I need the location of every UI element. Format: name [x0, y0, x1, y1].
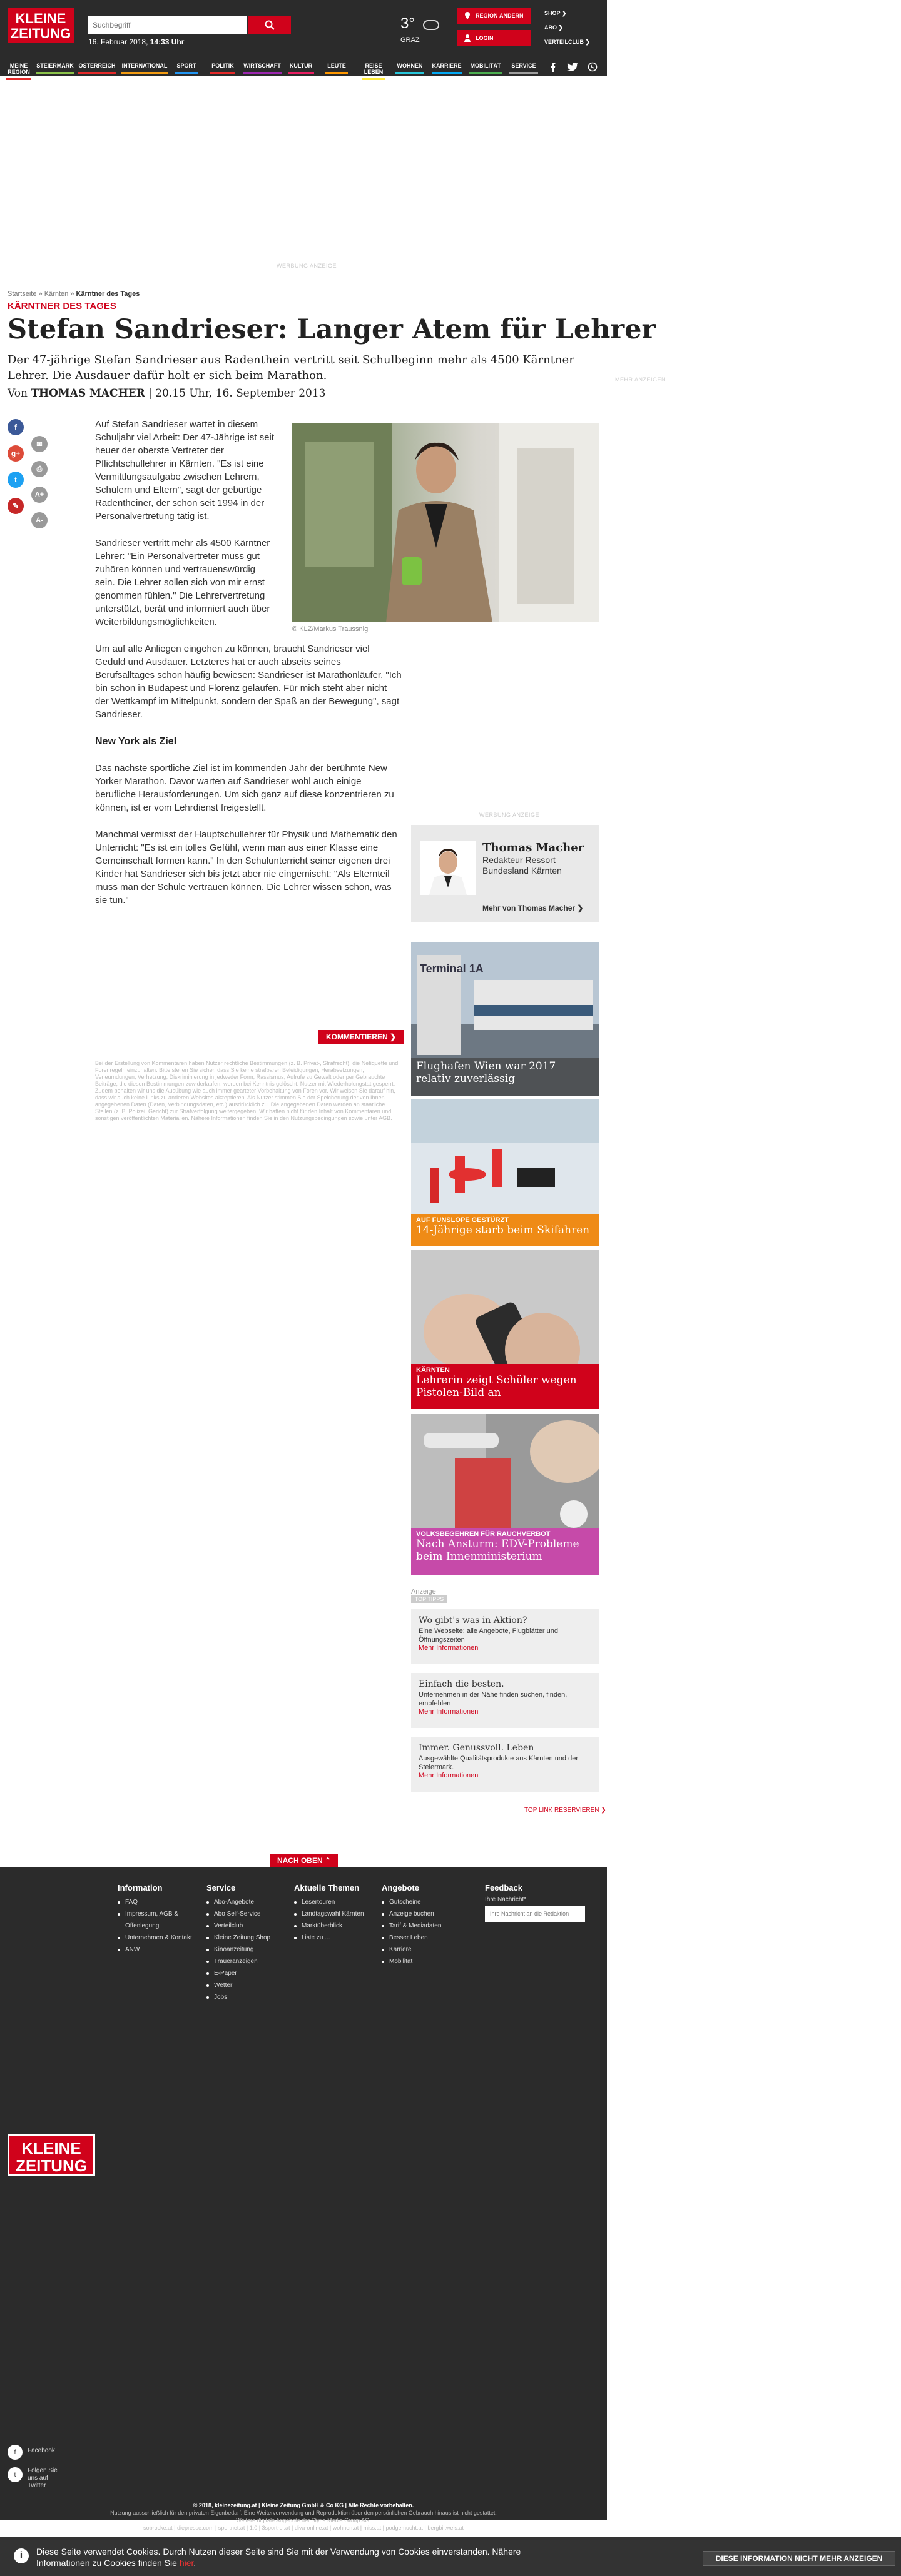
- nav-item-leute[interactable]: [325, 63, 348, 69]
- teaser-card[interactable]: [411, 1250, 599, 1409]
- footer-facebook-link[interactable]: [8, 2445, 55, 2460]
- copyright-line: Weitere digitale Angebote der Styria Media Group AG:: [236, 2517, 371, 2523]
- nav-label: WIRTSCHAFT: [243, 63, 281, 69]
- footer-link[interactable]: Wetter: [206, 1979, 270, 1991]
- footer-link[interactable]: Jobs: [206, 1991, 270, 2003]
- article-paragraph: Das nächste sportliche Ziel ist im kommenden Jahr der berühmte New Yorker Marathon. Davor warten auf Sandrieser wohl auch einige berufliche Herausforderungen. Um sich ganz auf diese konzentrieren zu können, ist er vom Lehrdienst freigestellt.: [95, 763, 394, 813]
- site-header: [0, 0, 607, 76]
- footer-facebook-label: Facebook: [28, 2447, 55, 2454]
- nav-item-wohnen[interactable]: [395, 63, 424, 69]
- footer-link[interactable]: Impressum, AGB & Offenlegung: [118, 1908, 194, 1932]
- teaser-kicker: VOLKSBEGEHREN FÜR RAUCHVERBOT: [416, 1530, 551, 1538]
- copyright-line: Nutzung ausschließlich für den privaten Eigenbedarf. Eine Weiterverwendung und Reproduktion über den persönlichen Gebrauch hinaus ist nicht gestattet.: [110, 2510, 497, 2516]
- promo-description: Eine Webseite: alle Angebote, Flugblätter und Öffnungszeiten: [419, 1627, 559, 1644]
- teaser-title: 14-Jährige starb beim Skifahren: [416, 1224, 590, 1236]
- font-decrease-icon[interactable]: A-: [31, 512, 48, 528]
- weather-temp: 3°: [400, 15, 415, 32]
- nav-label: POLITIK: [211, 63, 234, 69]
- top-tipps-badge: TOP TIPPS: [411, 1595, 447, 1603]
- byline-prefix: Von: [8, 387, 31, 400]
- site-logo[interactable]: [8, 8, 74, 43]
- feedback-input[interactable]: [485, 1906, 585, 1922]
- breadcrumb-separator: »: [36, 290, 44, 298]
- teaser-label: [411, 1364, 599, 1409]
- footer-link[interactable]: Landtagswahl Kärnten: [294, 1908, 364, 1920]
- footer-column-information: [118, 1883, 194, 1956]
- whatsapp-icon[interactable]: [586, 60, 599, 74]
- footer-link[interactable]: Traueranzeigen: [206, 1956, 270, 1967]
- nav-label: WOHNEN: [397, 63, 423, 69]
- promo-description: Ausgewählte Qualitätsprodukte aus Kärnten und der Steiermark.: [419, 1755, 578, 1771]
- article-paragraph: Um auf alle Anliegen eingehen zu können, braucht Sandrieser viel Geduld und Ausdauer. Letzteres hat er auch abseits seines Berufsalltages schon häufig bewiesen: Sandrieser ist Marathonläufer. "Ich bin schon in Budapest und Florenz gelaufen. Für mich steht aber nicht der Wettkampf im Mittelpunkt, sondern der Spaß an der Bewegung", sagt Sandrieser.: [95, 644, 402, 720]
- comment-icon[interactable]: ✎: [8, 498, 24, 514]
- promo-box[interactable]: [411, 1737, 599, 1792]
- nav-label: INTERNATIONAL: [121, 63, 168, 69]
- author-box: [411, 825, 599, 922]
- copyright: [0, 2502, 607, 2532]
- nav-color-bar: [362, 78, 385, 80]
- nav-item-kultur[interactable]: [288, 63, 314, 69]
- article-paragraph: Manchmal vermisst der Hauptschullehrer für Physik und Mathematik den Unterricht: "Es ist ein tolles Gefühl, wenn man aus einer Klasse eine Gemeinschaft formen kann." In den Schulunterricht seiner eigenen drei Kinder hat Sandrieser sich bis jetzt aber nie eingemischt: "Als Elternteil muss man der Schule vertrauen können. Die Lehrer wissen schon, was sie tun.": [95, 829, 397, 906]
- footer-column-service: [206, 1883, 270, 2003]
- googleplus-share-icon[interactable]: g+: [8, 445, 24, 462]
- svg-text:Terminal 1A: Terminal 1A: [420, 962, 484, 975]
- footer-link[interactable]: Abo Self-Service: [206, 1908, 270, 1920]
- footer-logo-line-2: ZEITUNG: [15, 2156, 88, 2175]
- footer-heading: Aktuelle Themen: [294, 1883, 360, 1892]
- nav-color-bar: [210, 72, 235, 74]
- nav-color-bar: [509, 72, 538, 74]
- article-paragraph: Auf Stefan Sandrieser wartet in diesem Schuljahr viel Arbeit: Der 47-Jährige ist seit heuer der oberste Vertreter der Pflichtschullehrer in Kärnten. "Es ist eine Vermittlungsaufgabe zwischen Lehrern, Schülern und Eltern", sagt der gebürtige Radentheiner, der schon seit 1994 in der Personalvertretung tätig ist.: [95, 419, 274, 522]
- footer-link[interactable]: Karriere: [382, 1944, 441, 1956]
- comment-disclaimer: Bei der Erstellung von Kommentaren haben Nutzer rechtliche Bestimmungen (z. B. Privat-, Strafrecht), die Netiquette und Forenregeln einzuhalten. Bitte stellen Sie sicher, dass Sie keine strafbaren Beleidigungen, Herabsetzungen, Verleumdungen, Verhetzung, Diskriminierung in jedweder Form, Rassismus, Aufrufe zu Gewalt oder per Gebrauchte Beiträge, die diesen Bestimmungen zuwiderlaufen, werden bei Kenntnis gelöscht. Nutzer mit Wiederholungstat gesperrt. Zudem behalten wir uns die Ausübung wie auch immer gearteter Vorbehaltung von Foren vor. Wir weisen Sie darauf hin, dass wir auch keine Links zu anderen Websites akzeptieren. Als Nutzer stimmen Sie der Speicherung der von Ihnen angegebenen Daten (Daten, Verbindungsdaten, etc.) ausdrücklich zu. Die angegebenen Daten werden an staatliche Stellen (z. B. Polizei, Gericht) zur Strafverfolgung weitergegeben. Wir haften nicht für den Inhalt von Kommentaren und sonstigen veröffentlichten Materialien. Nähere Informationen finden Sie in den Nutzungsbedingungen sowie unter AGB.: [95, 1060, 399, 1121]
- search-button[interactable]: [248, 16, 291, 34]
- author-role: Redakteur Ressort Bundesland Kärnten: [482, 855, 562, 876]
- promo-more-link[interactable]: Mehr Informationen: [419, 1772, 479, 1779]
- mail-share-icon[interactable]: ✉: [31, 436, 48, 452]
- footer-link[interactable]: Unternehmen & Kontakt: [118, 1932, 194, 1944]
- font-increase-icon[interactable]: A+: [31, 487, 48, 503]
- footer-twitter-label: Folgen Sie uns auf Twitter: [28, 2467, 58, 2489]
- article-kicker: KÄRNTNER DES TAGES: [8, 301, 116, 311]
- footer-heading: Information: [118, 1883, 163, 1892]
- teaser-label: [411, 1528, 599, 1575]
- photo-caption: © KLZ/Markus Traussnig: [292, 625, 369, 633]
- nav-color-bar: [175, 72, 198, 74]
- user-icon: [464, 34, 471, 42]
- nav-color-bar: [432, 72, 462, 74]
- logo-line-2: ZEITUNG: [10, 26, 71, 41]
- twitter-share-icon[interactable]: t: [8, 472, 24, 488]
- promo-box[interactable]: [411, 1609, 599, 1664]
- article-lead: Der 47-jährige Stefan Sandrieser aus Radenthein vertritt seit Schulbeginn mehr als 4500 Kärntner Lehrer. Die Ausdauer dafür holt er sich beim Marathon.: [8, 353, 574, 382]
- main-navigation: [0, 60, 607, 76]
- cookie-banner: [0, 2537, 901, 2576]
- footer-link[interactable]: Liste zu ...: [294, 1932, 364, 1944]
- teaser-card[interactable]: [411, 942, 599, 1096]
- region-change-label: REGION ÄNDERN: [476, 13, 524, 19]
- cookie-info-link[interactable]: hier: [179, 2558, 194, 2568]
- reserve-top-link[interactable]: TOP LINK RESERVIEREN ❯: [524, 1807, 606, 1814]
- site-footer: [0, 1867, 607, 2520]
- article-body: [95, 418, 402, 921]
- cookie-dismiss-button[interactable]: DIESE INFORMATION NICHT MEHR ANZEIGEN: [703, 2551, 895, 2566]
- facebook-share-icon[interactable]: f: [8, 419, 24, 435]
- copyright-line: © 2018, kleinezeitung.at | Kleine Zeitung GmbH & Co KG | Alle Rechte vorbehalten.: [193, 2502, 414, 2508]
- login-button[interactable]: [457, 30, 531, 46]
- footer-link[interactable]: Lesertouren: [294, 1896, 364, 1908]
- nav-label: MEINE REGION: [8, 63, 30, 75]
- footer-link[interactable]: Anzeige buchen: [382, 1908, 441, 1920]
- search-icon: [265, 20, 275, 30]
- teaser-label: [411, 1214, 599, 1246]
- teaser-title: Flughafen Wien war 2017 relativ zuverlässig: [416, 1060, 556, 1085]
- nav-item-international[interactable]: [121, 63, 168, 69]
- footer-link[interactable]: FAQ: [118, 1896, 194, 1908]
- current-date: [88, 38, 184, 46]
- nav-color-bar: [78, 72, 116, 74]
- nav-color-bar: [36, 72, 74, 74]
- nav-item-steiermark[interactable]: [36, 63, 74, 69]
- nav-label: SERVICE: [511, 63, 536, 69]
- breadcrumb-region[interactable]: Kärnten: [44, 290, 69, 298]
- nav-item-oesterreich[interactable]: [78, 63, 116, 69]
- cloud-icon: [423, 20, 439, 30]
- footer-link[interactable]: Mobilität: [382, 1956, 441, 1967]
- footer-link[interactable]: Tarif & Mediadaten: [382, 1920, 441, 1932]
- feedback-label: Ihre Nachricht*: [485, 1896, 527, 1903]
- footer-link[interactable]: E-Paper: [206, 1967, 270, 1979]
- footer-column-offers: [382, 1883, 441, 1967]
- footer-heading: Angebote: [382, 1883, 419, 1892]
- twitter-icon[interactable]: [566, 60, 579, 74]
- footer-link[interactable]: Besser Leben: [382, 1932, 441, 1944]
- nav-label: STEIERMARK: [36, 63, 74, 69]
- footer-link[interactable]: Kinoanzeitung: [206, 1944, 270, 1956]
- article-paragraph: Sandrieser vertritt mehr als 4500 Kärntner Lehrer: "Ein Personalvertreter muss gut zuhören können und vertrauenswürdig sein. Die Lehrer sollen sich von mir ernst genommen fühlen." Die Lehrervertretung unterstützt, berät und informiert auch über Weiterbildungsmöglichkeiten.: [95, 538, 270, 627]
- facebook-icon[interactable]: [546, 60, 559, 74]
- footer-logo[interactable]: [8, 2134, 95, 2176]
- verteilclub-link-label: VERTEILCLUB: [544, 39, 584, 45]
- breadcrumb: [8, 290, 140, 298]
- breadcrumb-separator: »: [68, 290, 76, 298]
- print-icon[interactable]: ⎙: [31, 461, 48, 477]
- cookie-text: Diese Seite verwendet Cookies. Durch Nutzen dieser Seite sind Sie mit der Verwendung von Cookies einverstanden. Nähere Informationen zu Cookies finden Sie hier.: [36, 2547, 521, 2568]
- ad-label: Anzeige: [411, 1588, 436, 1595]
- footer-link[interactable]: ANW: [118, 1944, 194, 1956]
- footer-column-topics: [294, 1883, 364, 1944]
- nav-item-karriere[interactable]: [432, 63, 462, 69]
- date-text: 16. Februar 2018,: [88, 38, 150, 46]
- footer-feedback: [485, 1883, 585, 1922]
- search-input[interactable]: [88, 16, 247, 34]
- ad-label-right: WERBUNG ANZEIGE: [479, 812, 540, 818]
- footer-link[interactable]: Gutscheine: [382, 1896, 441, 1908]
- weather-city: GRAZ: [400, 36, 420, 44]
- nav-item-sport[interactable]: [175, 63, 198, 69]
- nav-item-service[interactable]: [509, 63, 538, 69]
- footer-logo-line-1: KLEINE: [21, 2139, 81, 2158]
- byline-author[interactable]: THOMAS MACHER: [31, 387, 145, 400]
- ad-label-top: WERBUNG ANZEIGE: [277, 263, 337, 269]
- nav-item-mobilitaet[interactable]: [469, 63, 502, 69]
- footer-link[interactable]: Verteilclub: [206, 1920, 270, 1932]
- back-to-top-button[interactable]: NACH OBEN ⌃: [270, 1854, 338, 1867]
- location-pin-icon: [464, 12, 471, 19]
- promo-box[interactable]: [411, 1673, 599, 1728]
- nav-item-reise-leben[interactable]: [362, 63, 385, 75]
- article-byline: [8, 387, 325, 400]
- footer-heading: Feedback: [485, 1883, 522, 1892]
- login-label: LOGIN: [476, 35, 494, 41]
- author-avatar[interactable]: [420, 841, 476, 895]
- teaser-kicker: KÄRNTEN: [416, 1366, 450, 1374]
- breadcrumb-home[interactable]: Startseite: [8, 290, 37, 298]
- teaser-card[interactable]: [411, 1099, 599, 1246]
- teaser-title: Lehrerin zeigt Schüler wegen Pistolen-Bild an: [416, 1374, 577, 1399]
- nav-item-meine-region[interactable]: [6, 63, 31, 75]
- nav-label: KULTUR: [289, 63, 313, 69]
- logo-line-1: KLEINE: [15, 11, 66, 26]
- nav-label: MOBILITÄT: [470, 63, 501, 69]
- author-more-link[interactable]: Mehr von Thomas Macher ❯: [482, 904, 584, 912]
- footer-link[interactable]: Kleine Zeitung Shop: [206, 1932, 270, 1944]
- promo-more-link[interactable]: Mehr Informationen: [419, 1644, 479, 1652]
- nav-label: REISE LEBEN: [364, 63, 384, 75]
- article-subheading: New York als Ziel: [95, 736, 177, 747]
- teaser-card[interactable]: [411, 1414, 599, 1575]
- nav-color-bar: [469, 72, 502, 74]
- abo-link-label: ABO: [544, 24, 557, 31]
- facebook-icon: f: [8, 2445, 23, 2460]
- footer-twitter-link[interactable]: [8, 2467, 65, 2490]
- breadcrumb-current: Kärntner des Tages: [76, 290, 140, 298]
- comment-button[interactable]: KOMMENTIEREN ❯: [318, 1030, 404, 1044]
- twitter-icon: t: [8, 2467, 23, 2482]
- nav-label: KARRIERE: [432, 63, 462, 69]
- shop-link[interactable]: SHOP ❯: [544, 10, 567, 16]
- teaser-kicker: AUF FUNSLOPE GESTÜRZT: [416, 1216, 509, 1224]
- cookie-message: Diese Seite verwendet Cookies. Durch Nutzen dieser Seite sind Sie mit der Verwendung von Cookies einverstanden. Nähere Informationen zu Cookies finden Sie: [36, 2547, 521, 2568]
- nav-label: SPORT: [176, 63, 196, 69]
- promo-description: Unternehmen in der Nähe finden suchen, finden, empfehlen: [419, 1691, 568, 1707]
- copyright-line: sobrocke.at | diepresse.com | sportnet.at | 1:0 | 3sportrol.at | diva-online.at | wohnen.at | miss.at | podgemucht.at | bergbiltweis.at: [143, 2525, 464, 2531]
- nav-item-wirtschaft[interactable]: [243, 63, 282, 69]
- nav-color-bar: [243, 72, 282, 74]
- footer-link[interactable]: Marktüberblick: [294, 1920, 364, 1932]
- ad-label-side: MEHR ANZEIGEN: [615, 376, 666, 383]
- footer-heading: Service: [206, 1883, 236, 1892]
- nav-color-bar: [325, 72, 348, 74]
- author-name[interactable]: Thomas Macher: [482, 841, 584, 854]
- teaser-label: [411, 1058, 599, 1096]
- teaser-title: Nach Ansturm: EDV-Probleme beim Innenministerium: [416, 1538, 579, 1563]
- promo-heading: Wo gibt's was in Aktion?: [419, 1615, 527, 1625]
- promo-more-link[interactable]: Mehr Informationen: [419, 1708, 479, 1715]
- nav-color-bar: [121, 72, 168, 74]
- info-icon: i: [14, 2548, 29, 2563]
- nav-color-bar: [288, 72, 314, 74]
- shop-link-label: SHOP: [544, 10, 561, 16]
- nav-item-politik[interactable]: [210, 63, 235, 69]
- nav-color-bar: [6, 78, 31, 80]
- time-text: 14:33 Uhr: [150, 38, 185, 46]
- promo-heading: Immer. Genussvoll. Leben: [419, 1743, 534, 1753]
- footer-link[interactable]: Abo-Angebote: [206, 1896, 270, 1908]
- abo-link[interactable]: ABO ❯: [544, 24, 564, 31]
- verteilclub-link[interactable]: VERTEILCLUB ❯: [544, 39, 591, 45]
- promo-heading: Einfach die besten.: [419, 1679, 504, 1689]
- nav-color-bar: [395, 72, 424, 74]
- byline-date: | 20.15 Uhr, 16. September 2013: [145, 387, 326, 400]
- nav-label: ÖSTERREICH: [78, 63, 116, 69]
- region-change-button[interactable]: [457, 8, 531, 24]
- nav-label: LEUTE: [327, 63, 346, 69]
- weather-widget[interactable]: [398, 11, 448, 49]
- article-title: Stefan Sandrieser: Langer Atem für Lehrer: [8, 314, 656, 345]
